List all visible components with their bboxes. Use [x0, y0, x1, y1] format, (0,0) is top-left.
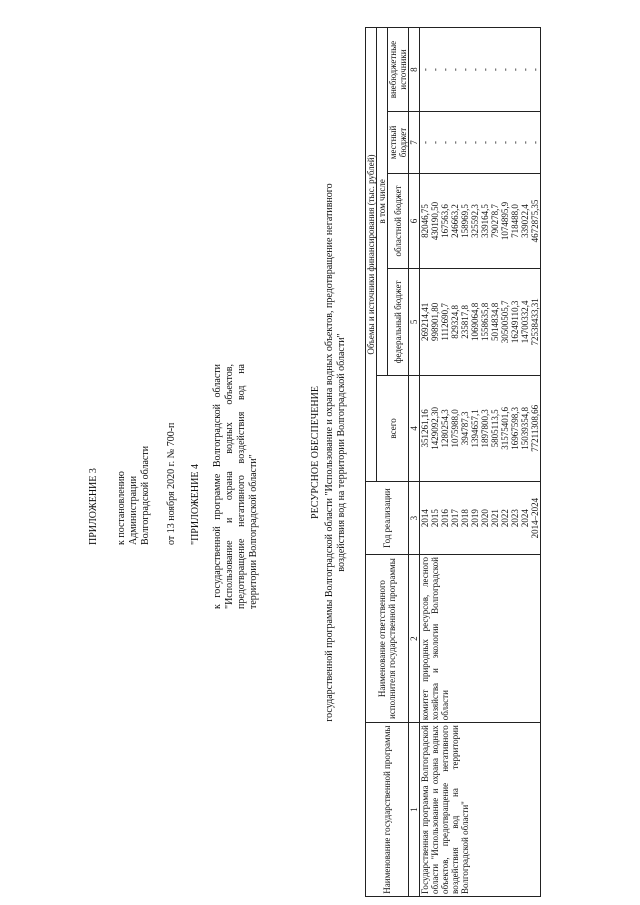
federal-cell: 1112690,7 — [440, 303, 450, 341]
federal-cell: 269214,41 — [420, 302, 430, 341]
title-line-1: государственной программы Волгоградской области "Использование и охрана водных объектов, предотвращение негативного — [324, 183, 335, 722]
regional-cell: 339164,5 — [480, 204, 490, 238]
local-cell: - — [470, 140, 480, 144]
extra-cell: - — [530, 68, 540, 72]
federal-cell: 829324,8 — [450, 305, 460, 339]
extra-cell: - — [480, 68, 490, 72]
total-cell: 5805113,5 — [490, 409, 500, 448]
federal-cell: 14700332,4 — [520, 300, 530, 344]
federal-cell: 1069064,8 — [470, 302, 480, 341]
local-cell: - — [500, 140, 510, 144]
col-number: 2 — [409, 555, 420, 723]
extra-cell: - — [420, 68, 430, 72]
date-line: от 13 ноября 2020 г. № 700-п — [166, 422, 177, 545]
regional-cell: 339022,4 — [520, 204, 530, 238]
local-cell: - — [490, 140, 500, 144]
regional-cell: 790278,7 — [490, 204, 500, 238]
year-cell: 2016 — [440, 509, 450, 528]
total-cell: 31575401,6 — [500, 407, 510, 450]
total-cell: 77211308,66 — [530, 404, 540, 452]
year-cell: 2014–2024 — [530, 497, 540, 539]
extra-cell: - — [490, 68, 500, 72]
resource-table — [365, 27, 541, 897]
program-name-cell: Государственная программа Волгоградской области "Использование и охрана водных объектов, предотвращение негативного воздействия вод на территории Волгоградской области" — [420, 723, 541, 897]
header-program-name: Наименование государственной программы — [366, 723, 409, 897]
year-cell: 2019 — [470, 509, 480, 528]
extra-column — [420, 28, 541, 112]
federal-cell: 5014834,8 — [490, 302, 500, 341]
year-cell: 2023 — [510, 509, 520, 528]
header-local: местный бюджет — [388, 112, 409, 174]
extra-cell: - — [510, 68, 520, 72]
title-line-2: воздействия вод на территории Волгоградской области" — [336, 333, 347, 572]
appendix4-text: к государственной программе Волгоградской области "Использование и охрана водных объектов, предотвращение негативного воздействия вод на территории Волгоградской области" — [212, 364, 259, 609]
regional-column — [420, 173, 541, 268]
year-cell: 2014 — [420, 509, 430, 528]
local-cell: - — [480, 140, 490, 144]
to-resolution-text: к постановлению — [116, 471, 127, 545]
federal-cell: 72538433,31 — [530, 298, 540, 346]
local-cell: - — [450, 140, 460, 144]
extra-cell: - — [440, 68, 450, 72]
header-extra: внебюджетные источники — [388, 28, 409, 112]
executor-cell: комитет природных ресурсов, лесного хозяйства и экологии Волгоградской области — [420, 555, 541, 723]
appendix3-block — [88, 423, 178, 545]
regional-cell: 82046,75 — [420, 204, 430, 238]
total-cell: 394787,3 — [460, 411, 470, 446]
document-title: РЕСУРСНОЕ ОБЕСПЕЧЕНИЕ — [310, 386, 321, 519]
federal-cell: 16249110,3 — [510, 300, 520, 344]
region-text: Волгоградской области — [140, 445, 151, 545]
regional-cell: 167563,6 — [440, 204, 450, 238]
year-cell: 2015 — [430, 509, 440, 528]
total-cell: 16967598,3 — [510, 407, 520, 450]
year-cell: 2020 — [480, 509, 490, 528]
local-cell: - — [510, 140, 520, 144]
col-number: 5 — [409, 269, 420, 376]
regional-cell: 325592,3 — [470, 204, 480, 238]
local-cell: - — [420, 140, 430, 144]
federal-cell: 1558635,8 — [480, 302, 490, 341]
regional-cell: 4672875,35 — [530, 199, 540, 243]
header-volumes: Объемы и источники финансирования (тыс. рублей) — [366, 28, 377, 482]
local-cell: - — [530, 140, 540, 144]
table-row — [420, 28, 541, 897]
regional-cell: 246663,2 — [450, 204, 460, 238]
year-cell: 2021 — [490, 509, 500, 528]
total-cell: 351261,16 — [420, 409, 430, 448]
local-cell: - — [440, 140, 450, 144]
local-cell: - — [520, 140, 530, 144]
total-cell: 1394657,1 — [470, 409, 480, 448]
header-year: Год реализации — [366, 482, 409, 555]
regional-cell: 430190,50 — [430, 201, 440, 241]
appendix3-label: ПРИЛОЖЕНИЕ 3 — [88, 468, 99, 545]
col-number: 7 — [409, 112, 420, 174]
col-number: 1 — [409, 723, 420, 897]
year-cell: 2022 — [500, 509, 510, 528]
federal-cell: 235817,8 — [460, 305, 470, 339]
extra-cell: - — [450, 68, 460, 72]
local-cell: - — [430, 140, 440, 144]
total-cell: 1897800,3 — [480, 409, 490, 448]
extra-cell: - — [470, 68, 480, 72]
regional-cell: 1074895,9 — [500, 201, 510, 241]
federal-cell: 998901,80 — [430, 302, 440, 341]
federal-cell: 30500505,7 — [500, 300, 510, 344]
total-cell: 1280254,3 — [440, 409, 450, 448]
federal-column — [420, 269, 541, 376]
col-number: 4 — [409, 375, 420, 482]
total-column — [420, 375, 541, 482]
header-total: всего — [377, 375, 409, 482]
extra-cell: - — [500, 68, 510, 72]
year-cell: 2018 — [460, 509, 470, 528]
regional-cell: 158969,5 — [460, 204, 470, 238]
col-number: 3 — [409, 482, 420, 555]
total-cell: 1075988,0 — [450, 409, 460, 448]
extra-cell: - — [460, 68, 470, 72]
local-column — [420, 112, 541, 174]
col-number: 6 — [409, 173, 420, 268]
year-column — [420, 482, 541, 555]
extra-cell: - — [430, 68, 440, 72]
header-executor: Наименование ответственного исполнителя государственной программы — [366, 555, 409, 723]
total-cell: 1429092,30 — [430, 407, 440, 450]
header-federal: федеральный бюджет — [388, 269, 409, 376]
regional-cell: 718488,0 — [510, 204, 520, 238]
appendix4-label: "ПРИЛОЖЕНИЕ 4 — [190, 464, 201, 545]
header-including: в том числе — [377, 28, 388, 376]
administration-text: Администрации — [128, 475, 139, 545]
year-cell: 2017 — [450, 509, 460, 528]
total-cell: 15039354,8 — [520, 407, 530, 450]
local-cell: - — [460, 140, 470, 144]
header-regional: областной бюджет — [388, 173, 409, 268]
extra-cell: - — [520, 68, 530, 72]
year-cell: 2024 — [520, 509, 530, 528]
col-number: 8 — [409, 28, 420, 112]
